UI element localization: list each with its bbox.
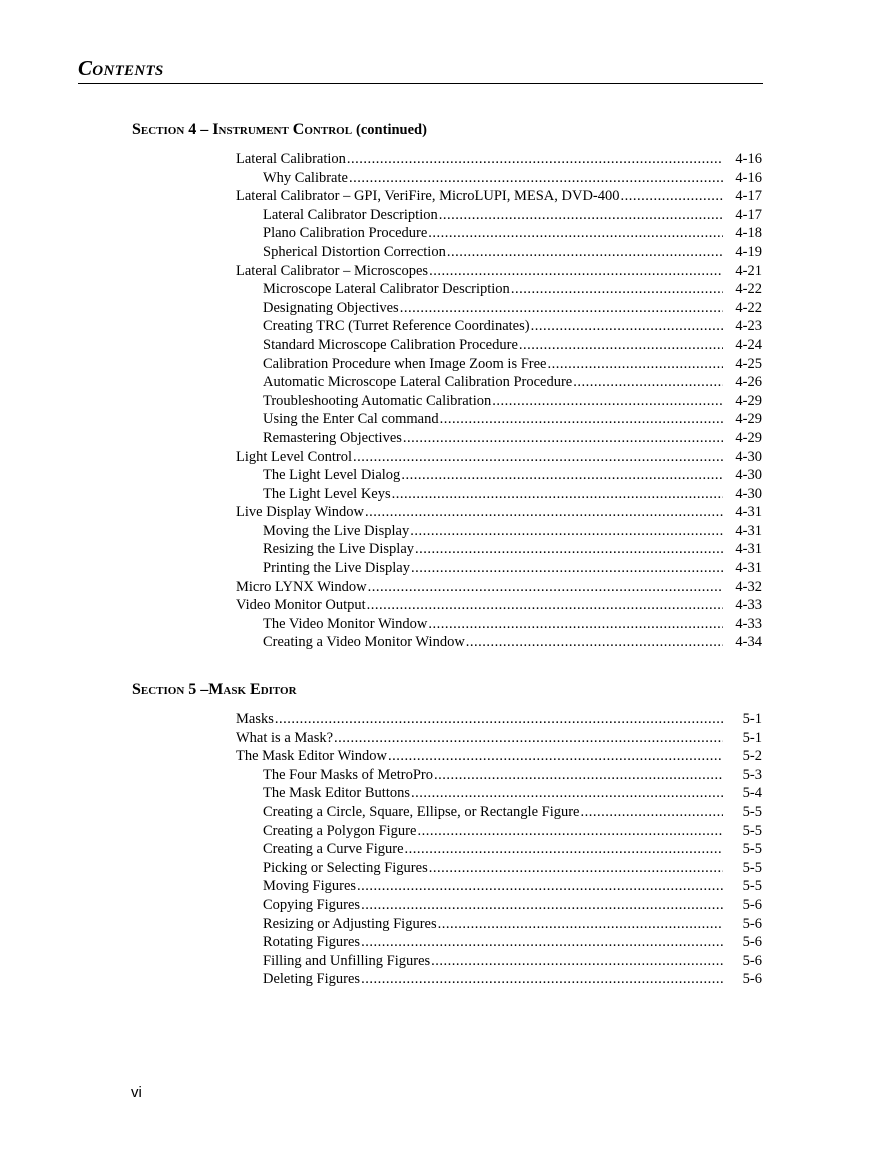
toc-dot-leader	[417, 822, 723, 841]
toc-dot-leader	[349, 169, 723, 188]
toc-dot-leader	[581, 803, 724, 822]
toc-dot-leader	[447, 243, 723, 262]
toc-dot-leader	[621, 187, 723, 206]
toc-dot-leader	[415, 540, 723, 559]
toc-entry	[236, 317, 762, 336]
toc-entry	[236, 540, 762, 559]
toc-entry	[236, 615, 762, 634]
toc-entry-title: Creating a Polygon Figure	[263, 822, 417, 839]
toc-entry-title: Creating TRC (Turret Reference Coordinates)	[263, 318, 530, 335]
toc-entry-page: 4-29	[735, 429, 762, 446]
section-5-toc-list	[236, 710, 762, 989]
toc-entry-title: The Mask Editor Buttons	[263, 785, 411, 802]
toc-entry-title: Copying Figures	[263, 896, 361, 913]
toc-entry-title: Calibration Procedure when Image Zoom is Free	[263, 355, 547, 372]
toc-dot-leader	[439, 206, 723, 225]
toc-entry	[236, 503, 762, 522]
toc-entry	[236, 933, 762, 952]
toc-entry	[236, 803, 762, 822]
toc-entry-title: Live Display Window	[236, 504, 365, 521]
toc-entry-page: 5-6	[742, 971, 762, 988]
toc-dot-leader	[411, 559, 723, 578]
toc-entry	[236, 355, 762, 374]
toc-entry-page: 5-1	[742, 729, 762, 746]
toc-dot-leader	[367, 596, 723, 615]
toc-entry-title: Deleting Figures	[263, 971, 361, 988]
toc-entry	[236, 448, 762, 467]
toc-entry	[236, 150, 762, 169]
toc-dot-leader	[429, 859, 723, 878]
toc-entry-title: Printing the Live Display	[263, 560, 410, 577]
toc-dot-leader	[410, 522, 723, 541]
toc-entry-page: 4-21	[735, 262, 762, 279]
toc-entry-title: Creating a Curve Figure	[263, 841, 404, 858]
toc-entry-page: 5-6	[742, 915, 762, 932]
page-title: Contents	[78, 56, 164, 80]
toc-dot-leader	[357, 877, 723, 896]
toc-entry-title: Spherical Distortion Correction	[263, 243, 446, 260]
toc-dot-leader	[428, 224, 723, 243]
toc-entry	[236, 392, 762, 411]
toc-entry-page: 5-6	[742, 952, 762, 969]
toc-entry	[236, 896, 762, 915]
toc-entry-page: 4-23	[735, 318, 762, 335]
toc-entry-title: The Light Level Dialog	[263, 467, 401, 484]
toc-dot-leader	[511, 280, 723, 299]
toc-dot-leader	[440, 410, 723, 429]
toc-entry	[236, 299, 762, 318]
toc-dot-leader	[405, 840, 723, 859]
toc-dot-leader	[368, 578, 723, 597]
toc-entry-title: Plano Calibration Procedure	[263, 225, 428, 242]
toc-entry	[236, 915, 762, 934]
toc-entry-page: 4-26	[735, 374, 762, 391]
toc-entry-title: Light Level Control	[236, 448, 352, 465]
toc-entry	[236, 766, 762, 785]
toc-dot-leader	[531, 317, 723, 336]
toc-dot-leader	[353, 448, 723, 467]
toc-entry-title: The Light Level Keys	[263, 485, 391, 502]
toc-entry	[236, 747, 762, 766]
toc-entry-title: Using the Enter Cal command	[263, 411, 439, 428]
toc-dot-leader	[492, 392, 723, 411]
toc-entry-title: Filling and Unfilling Figures	[263, 952, 431, 969]
toc-dot-leader	[334, 729, 723, 748]
toc-entry-title: Microscope Lateral Calibrator Description	[263, 281, 510, 298]
toc-entry-page: 4-18	[735, 225, 762, 242]
toc-entry	[236, 485, 762, 504]
toc-dot-leader	[361, 970, 723, 989]
toc-entry-page: 4-16	[735, 151, 762, 167]
toc-entry-page: 5-3	[742, 766, 762, 783]
toc-entry-title: Resizing or Adjusting Figures	[263, 915, 437, 932]
toc-entry	[236, 970, 762, 989]
toc-entry-page: 4-30	[735, 485, 762, 502]
toc-entry-page: 4-34	[735, 634, 762, 651]
toc-dot-leader	[392, 485, 723, 504]
toc-entry-page: 4-31	[735, 504, 762, 521]
toc-entry-page: 5-1	[742, 711, 762, 727]
toc-dot-leader	[361, 896, 723, 915]
toc-entry-page: 5-2	[742, 748, 762, 765]
toc-entry	[236, 877, 762, 896]
toc-entry-title: Micro LYNX Window	[236, 578, 367, 595]
toc-entry-title: Lateral Calibrator – Microscopes	[236, 262, 429, 279]
toc-entry	[236, 559, 762, 578]
toc-entry-page: 5-5	[742, 841, 762, 858]
toc-entry-title: Lateral Calibrator – GPI, VeriFire, MicroLUPI, MESA, DVD-400	[236, 188, 620, 205]
toc-entry-title: The Four Masks of MetroPro	[263, 766, 433, 783]
toc-entry-page: 4-31	[735, 560, 762, 577]
toc-entry	[236, 710, 762, 729]
toc-dot-leader	[275, 710, 723, 729]
toc-entry-page: 5-6	[742, 896, 762, 913]
toc-dot-leader	[438, 915, 723, 934]
toc-entry-title: Troubleshooting Automatic Calibration	[263, 392, 492, 409]
toc-dot-leader	[519, 336, 723, 355]
section-5-heading	[132, 681, 297, 699]
toc-entry-page: 5-6	[742, 934, 762, 951]
toc-entry-page: 4-19	[735, 243, 762, 260]
toc-entry-title: The Mask Editor Window	[236, 748, 387, 765]
toc-entry-page: 4-32	[735, 578, 762, 595]
toc-entry-page: 4-30	[735, 448, 762, 465]
toc-entry-page: 4-22	[735, 281, 762, 298]
toc-entry	[236, 522, 762, 541]
section-4-continued-label: (continued)	[356, 122, 427, 138]
toc-entry-page: 4-24	[735, 336, 762, 353]
toc-dot-leader	[400, 299, 723, 318]
toc-entry	[236, 410, 762, 429]
toc-entry-page: 4-31	[735, 541, 762, 558]
section-4-heading	[132, 121, 427, 139]
toc-entry-page: 5-5	[742, 859, 762, 876]
toc-entry	[236, 336, 762, 355]
toc-entry-page: 5-5	[742, 822, 762, 839]
toc-entry-page: 5-5	[742, 803, 762, 820]
toc-entry-title: Resizing the Live Display	[263, 541, 415, 558]
toc-entry-page: 4-33	[735, 615, 762, 632]
toc-entry-title: The Video Monitor Window	[263, 615, 428, 632]
toc-entry	[236, 169, 762, 188]
toc-entry-title: Lateral Calibrator Description	[263, 206, 438, 223]
toc-dot-leader	[429, 262, 723, 281]
toc-dot-leader	[573, 373, 723, 392]
toc-entry-title: Why Calibrate	[263, 169, 348, 186]
toc-entry-page: 4-16	[735, 169, 762, 186]
page-number: vi	[131, 1084, 142, 1101]
toc-entry	[236, 840, 762, 859]
toc-dot-leader	[403, 429, 723, 448]
toc-entry	[236, 280, 762, 299]
page-header	[78, 56, 763, 84]
toc-entry	[236, 859, 762, 878]
toc-entry	[236, 952, 762, 971]
toc-dot-leader	[347, 150, 723, 169]
toc-entry-page: 5-4	[742, 785, 762, 802]
toc-entry-page: 4-17	[735, 188, 762, 205]
toc-entry	[236, 373, 762, 392]
toc-dot-leader	[547, 355, 723, 374]
toc-entry	[236, 243, 762, 262]
toc-entry	[236, 784, 762, 803]
toc-entry	[236, 822, 762, 841]
toc-entry-title: Lateral Calibration	[236, 151, 346, 167]
toc-entry-title: Picking or Selecting Figures	[263, 859, 428, 876]
toc-entry-page: 5-5	[742, 878, 762, 895]
toc-dot-leader	[431, 952, 723, 971]
toc-entry	[236, 466, 762, 485]
toc-dot-leader	[401, 466, 723, 485]
toc-dot-leader	[365, 503, 723, 522]
section-4-title: Section 4 – Instrument Control	[132, 121, 353, 138]
toc-entry-title: Automatic Microscope Lateral Calibration Procedure	[263, 374, 573, 391]
toc-entry-page: 4-29	[735, 411, 762, 428]
toc-dot-leader	[361, 933, 723, 952]
toc-entry-title: Video Monitor Output	[236, 597, 366, 614]
toc-entry	[236, 206, 762, 225]
toc-entry-page: 4-33	[735, 597, 762, 614]
toc-entry-page: 4-17	[735, 206, 762, 223]
toc-entry	[236, 578, 762, 597]
toc-dot-leader	[466, 633, 723, 652]
toc-entry-title: Creating a Circle, Square, Ellipse, or Rectangle Figure	[263, 803, 580, 820]
toc-dot-leader	[411, 784, 723, 803]
section-4-toc-list	[236, 150, 762, 652]
toc-entry-title: Creating a Video Monitor Window	[263, 634, 465, 651]
toc-entry	[236, 633, 762, 652]
toc-entry	[236, 224, 762, 243]
toc-entry-page: 4-31	[735, 522, 762, 539]
toc-entry-title: Moving the Live Display	[263, 522, 410, 539]
toc-dot-leader	[388, 747, 723, 766]
toc-entry-title: Standard Microscope Calibration Procedure	[263, 336, 518, 353]
toc-entry	[236, 729, 762, 748]
toc-entry	[236, 429, 762, 448]
toc-entry	[236, 187, 762, 206]
toc-entry-page: 4-22	[735, 299, 762, 316]
toc-entry-page: 4-30	[735, 467, 762, 484]
toc-entry	[236, 262, 762, 281]
toc-entry-title: Rotating Figures	[263, 934, 361, 951]
toc-dot-leader	[428, 615, 723, 634]
toc-entry	[236, 596, 762, 615]
toc-entry-title: Remastering Objectives	[263, 429, 402, 446]
toc-entry-title: Moving Figures	[263, 878, 357, 895]
toc-entry-title: Masks	[236, 711, 274, 727]
toc-entry-page: 4-25	[735, 355, 762, 372]
toc-entry-page: 4-29	[735, 392, 762, 409]
section-5-title: Section 5 –Mask Editor	[132, 681, 297, 698]
toc-dot-leader	[434, 766, 723, 785]
toc-entry-title: Designating Objectives	[263, 299, 399, 316]
toc-entry-title: What is a Mask?	[236, 729, 334, 746]
